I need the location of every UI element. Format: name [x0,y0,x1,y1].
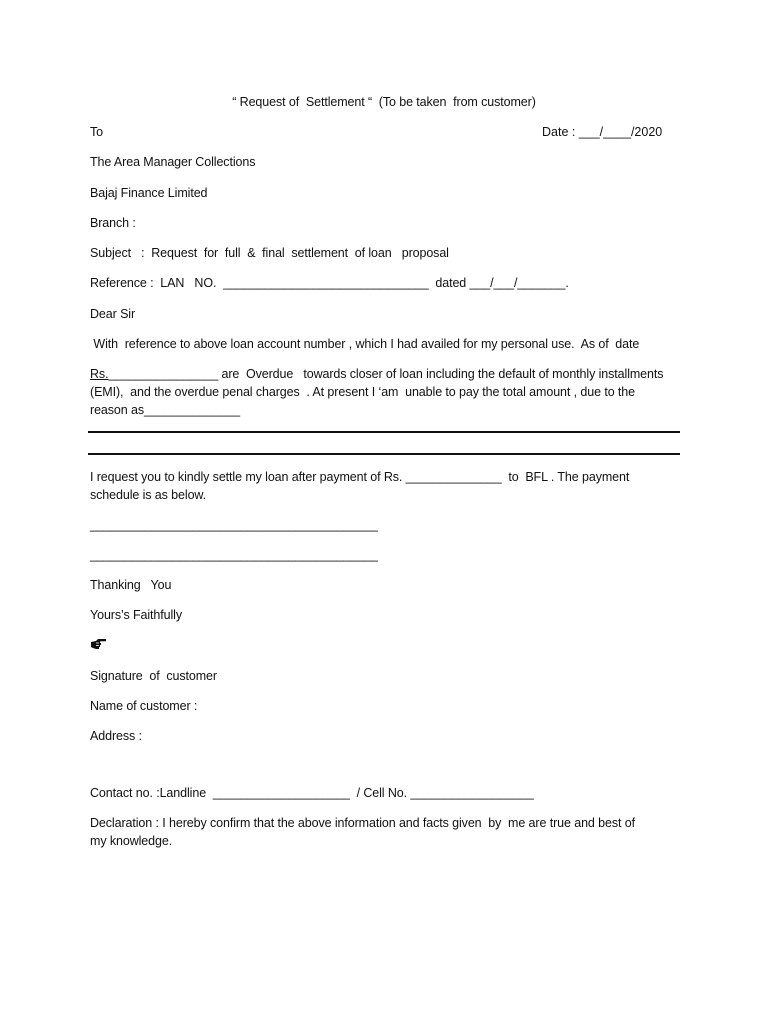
contact-line: Contact no. :Landline ____________________ / Cell No. __________________ [90,786,534,800]
salutation: Dear Sir [90,307,136,321]
declaration-line-2: my knowledge. [90,834,173,848]
branch-line: Branch : [90,216,136,230]
closing-line: Yours’s Faithfully [90,608,182,622]
name-label: Name of customer : [90,699,198,713]
date-line: Date : ___/____/2020 [542,125,663,139]
to-label: To [90,125,104,139]
paragraph-1-line-1: With reference to above loan account number , which I had availed for my personal use. As of date [90,337,640,351]
reference-line: Reference : LAN NO. ______________________________ dated ___/___/_______. [90,276,569,290]
thanking-line: Thanking You [90,578,172,592]
paragraph-1-line-3: (EMI), and the overdue penal charges . At present I ‘am unable to pay the total amount , due to the [90,385,636,399]
schedule-blank-2: __________________________________________ [90,548,378,562]
pointing-hand-icon [90,637,108,653]
recipient-line: The Area Manager Collections [90,155,256,169]
paragraph-2-line-1: I request you to kindly settle my loan after payment of Rs. ______________ to BFL . The payment [90,470,630,484]
page-title: “ Request of Settlement “ (To be taken from customer) [232,95,536,109]
signature-label: Signature of customer [90,669,217,683]
company-line: Bajaj Finance Limited [90,186,208,200]
declaration-line-1: Declaration : I hereby confirm that the above information and facts given by me are true and best of [90,816,635,830]
overdue-text: are Overdue towards closer of loan including the default of monthly installments [218,367,664,381]
schedule-blank-1: __________________________________________ [90,518,378,532]
rs-prefix: Rs. [90,367,109,381]
rs-blank: ________________ [108,367,219,381]
address-label: Address : [90,729,142,743]
paragraph-1-line-4: reason as______________ [90,403,240,417]
reason-rule-2 [88,453,680,455]
paragraph-2-line-2: schedule is as below. [90,488,207,502]
subject-line: Subject : Request for full & final settlement of loan proposal [90,246,449,260]
paragraph-1-line-2 [90,365,663,383]
reason-rule-1 [88,431,680,433]
